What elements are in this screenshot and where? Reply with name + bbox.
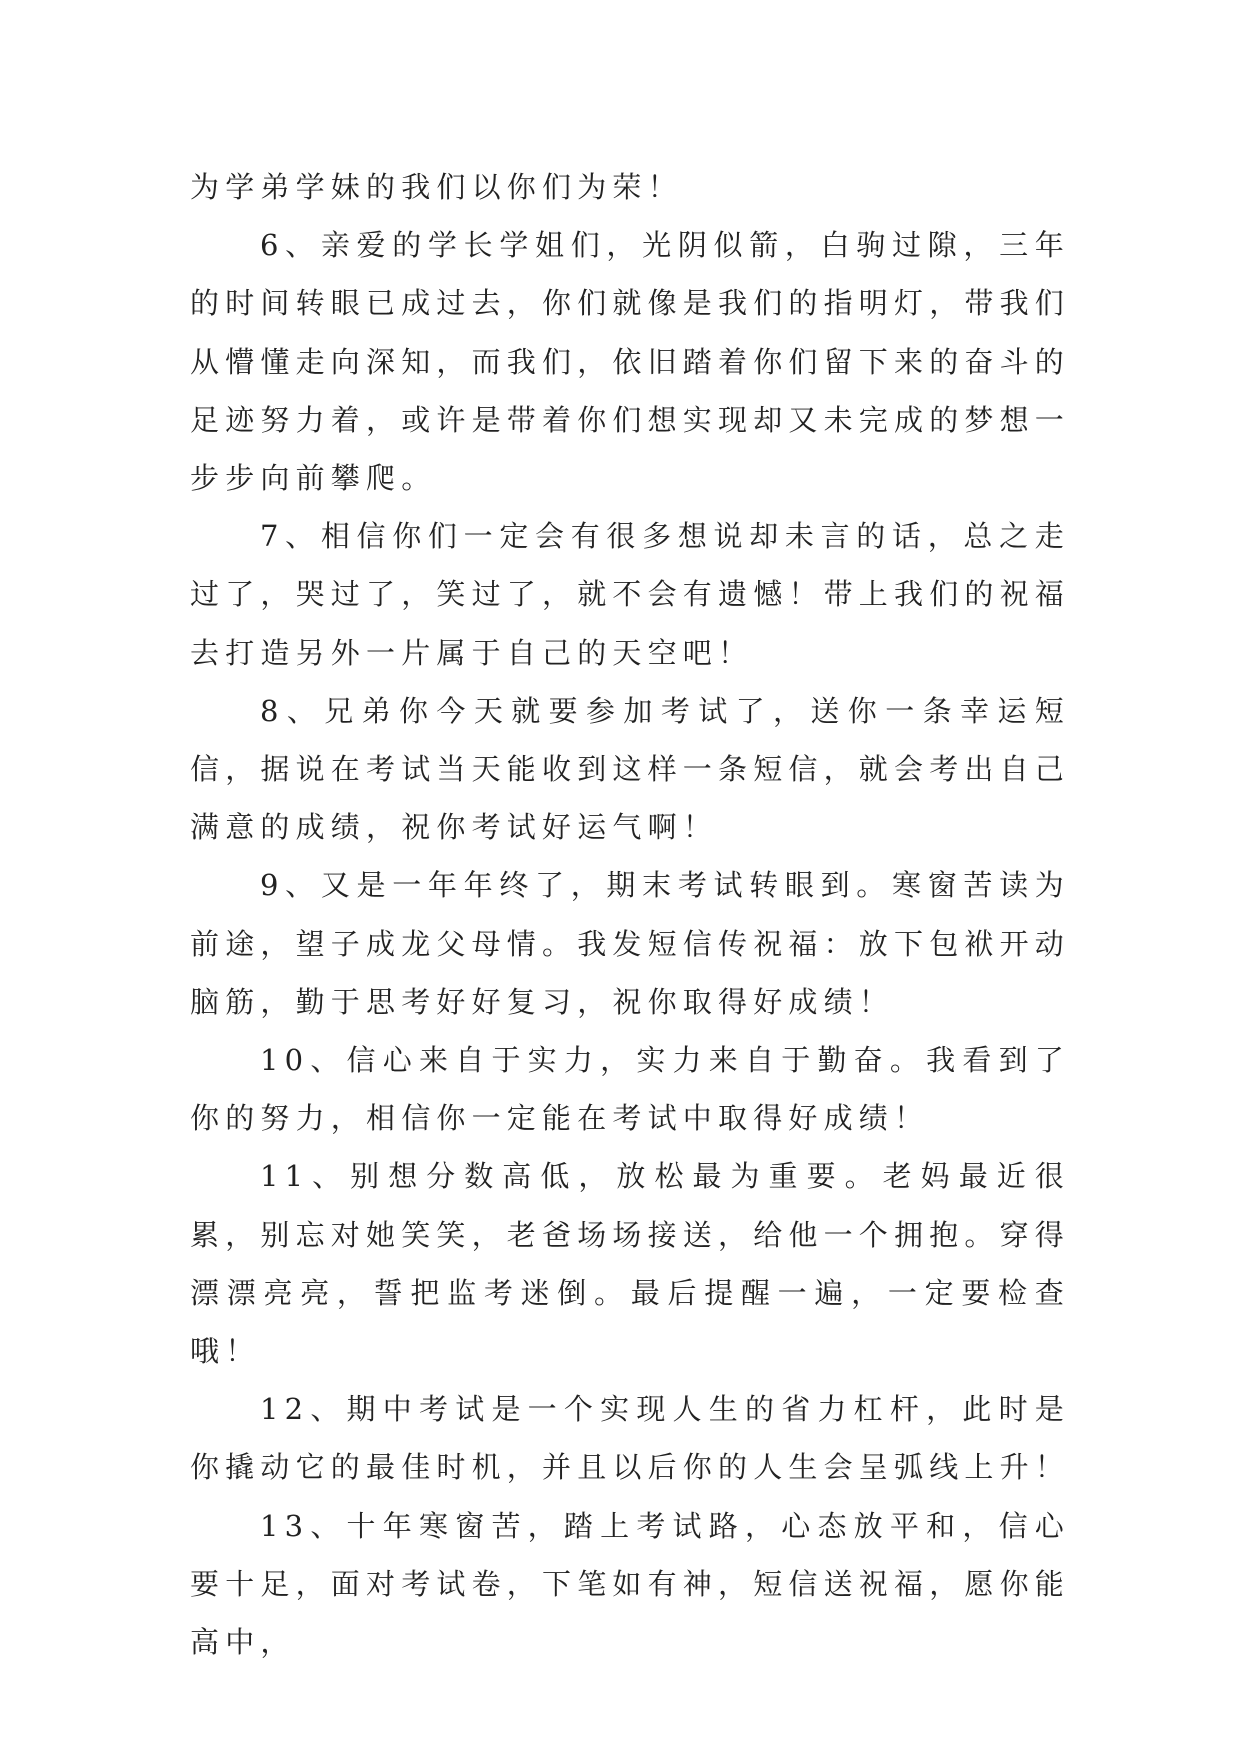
paragraph-item-8: 8、兄弟你今天就要参加考试了，送你一条幸运短信，据说在考试当天能收到这样一条短信，就会考出自己满意的成绩，祝你考试好运气啊！ xyxy=(190,693,1071,845)
paragraph-item-11: 11、别想分数高低，放松最为重要。老妈最近很累，别忘对她笑笑，老爸场场接送，给他一个拥抱。穿得漂漂亮亮，誓把监考迷倒。最后提醒一遍，一定要检查哦！ xyxy=(190,1159,1071,1369)
paragraph-item-12: 12、期中考试是一个实现人生的省力杠杆，此时是你撬动它的最佳时机，并且以后你的人生会呈弧线上升！ xyxy=(190,1392,1071,1485)
paragraph-item-13: 13、十年寒窗苦，踏上考试路，心态放平和，信心要十足，面对考试卷，下笔如有神，短信送祝福，愿你能高中， xyxy=(190,1508,1071,1660)
paragraph-item-6: 6、亲爱的学长学姐们，光阴似箭，白驹过隙，三年的时间转眼已成过去，你们就像是我们的指明灯，带我们从懵懂走向深知，而我们，依旧踏着你们留下来的奋斗的足迹努力着，或许是带着你们想实现却又未完成的梦想一步步向前攀爬。 xyxy=(190,228,1071,496)
document-body xyxy=(190,158,1070,1671)
paragraph-item-10: 10、信心来自于实力，实力来自于勤奋。我看到了你的努力，相信你一定能在考试中取得好成绩！ xyxy=(190,1043,1070,1136)
paragraph-item-7: 7、相信你们一定会有很多想说却未言的话，总之走过了，哭过了，笑过了，就不会有遗憾！带上我们的祝福去打造另外一片属于自己的天空吧！ xyxy=(190,519,1071,670)
paragraph-item-9: 9、又是一年年终了，期末考试转眼到。寒窗苦读为前途，望子成龙父母情。我发短信传祝福：放下包袱开动脑筋，勤于思考好好复习，祝你取得好成绩！ xyxy=(190,868,1071,1019)
paragraph-continuation: 为学弟学妹的我们以你们为荣！ xyxy=(190,170,683,204)
